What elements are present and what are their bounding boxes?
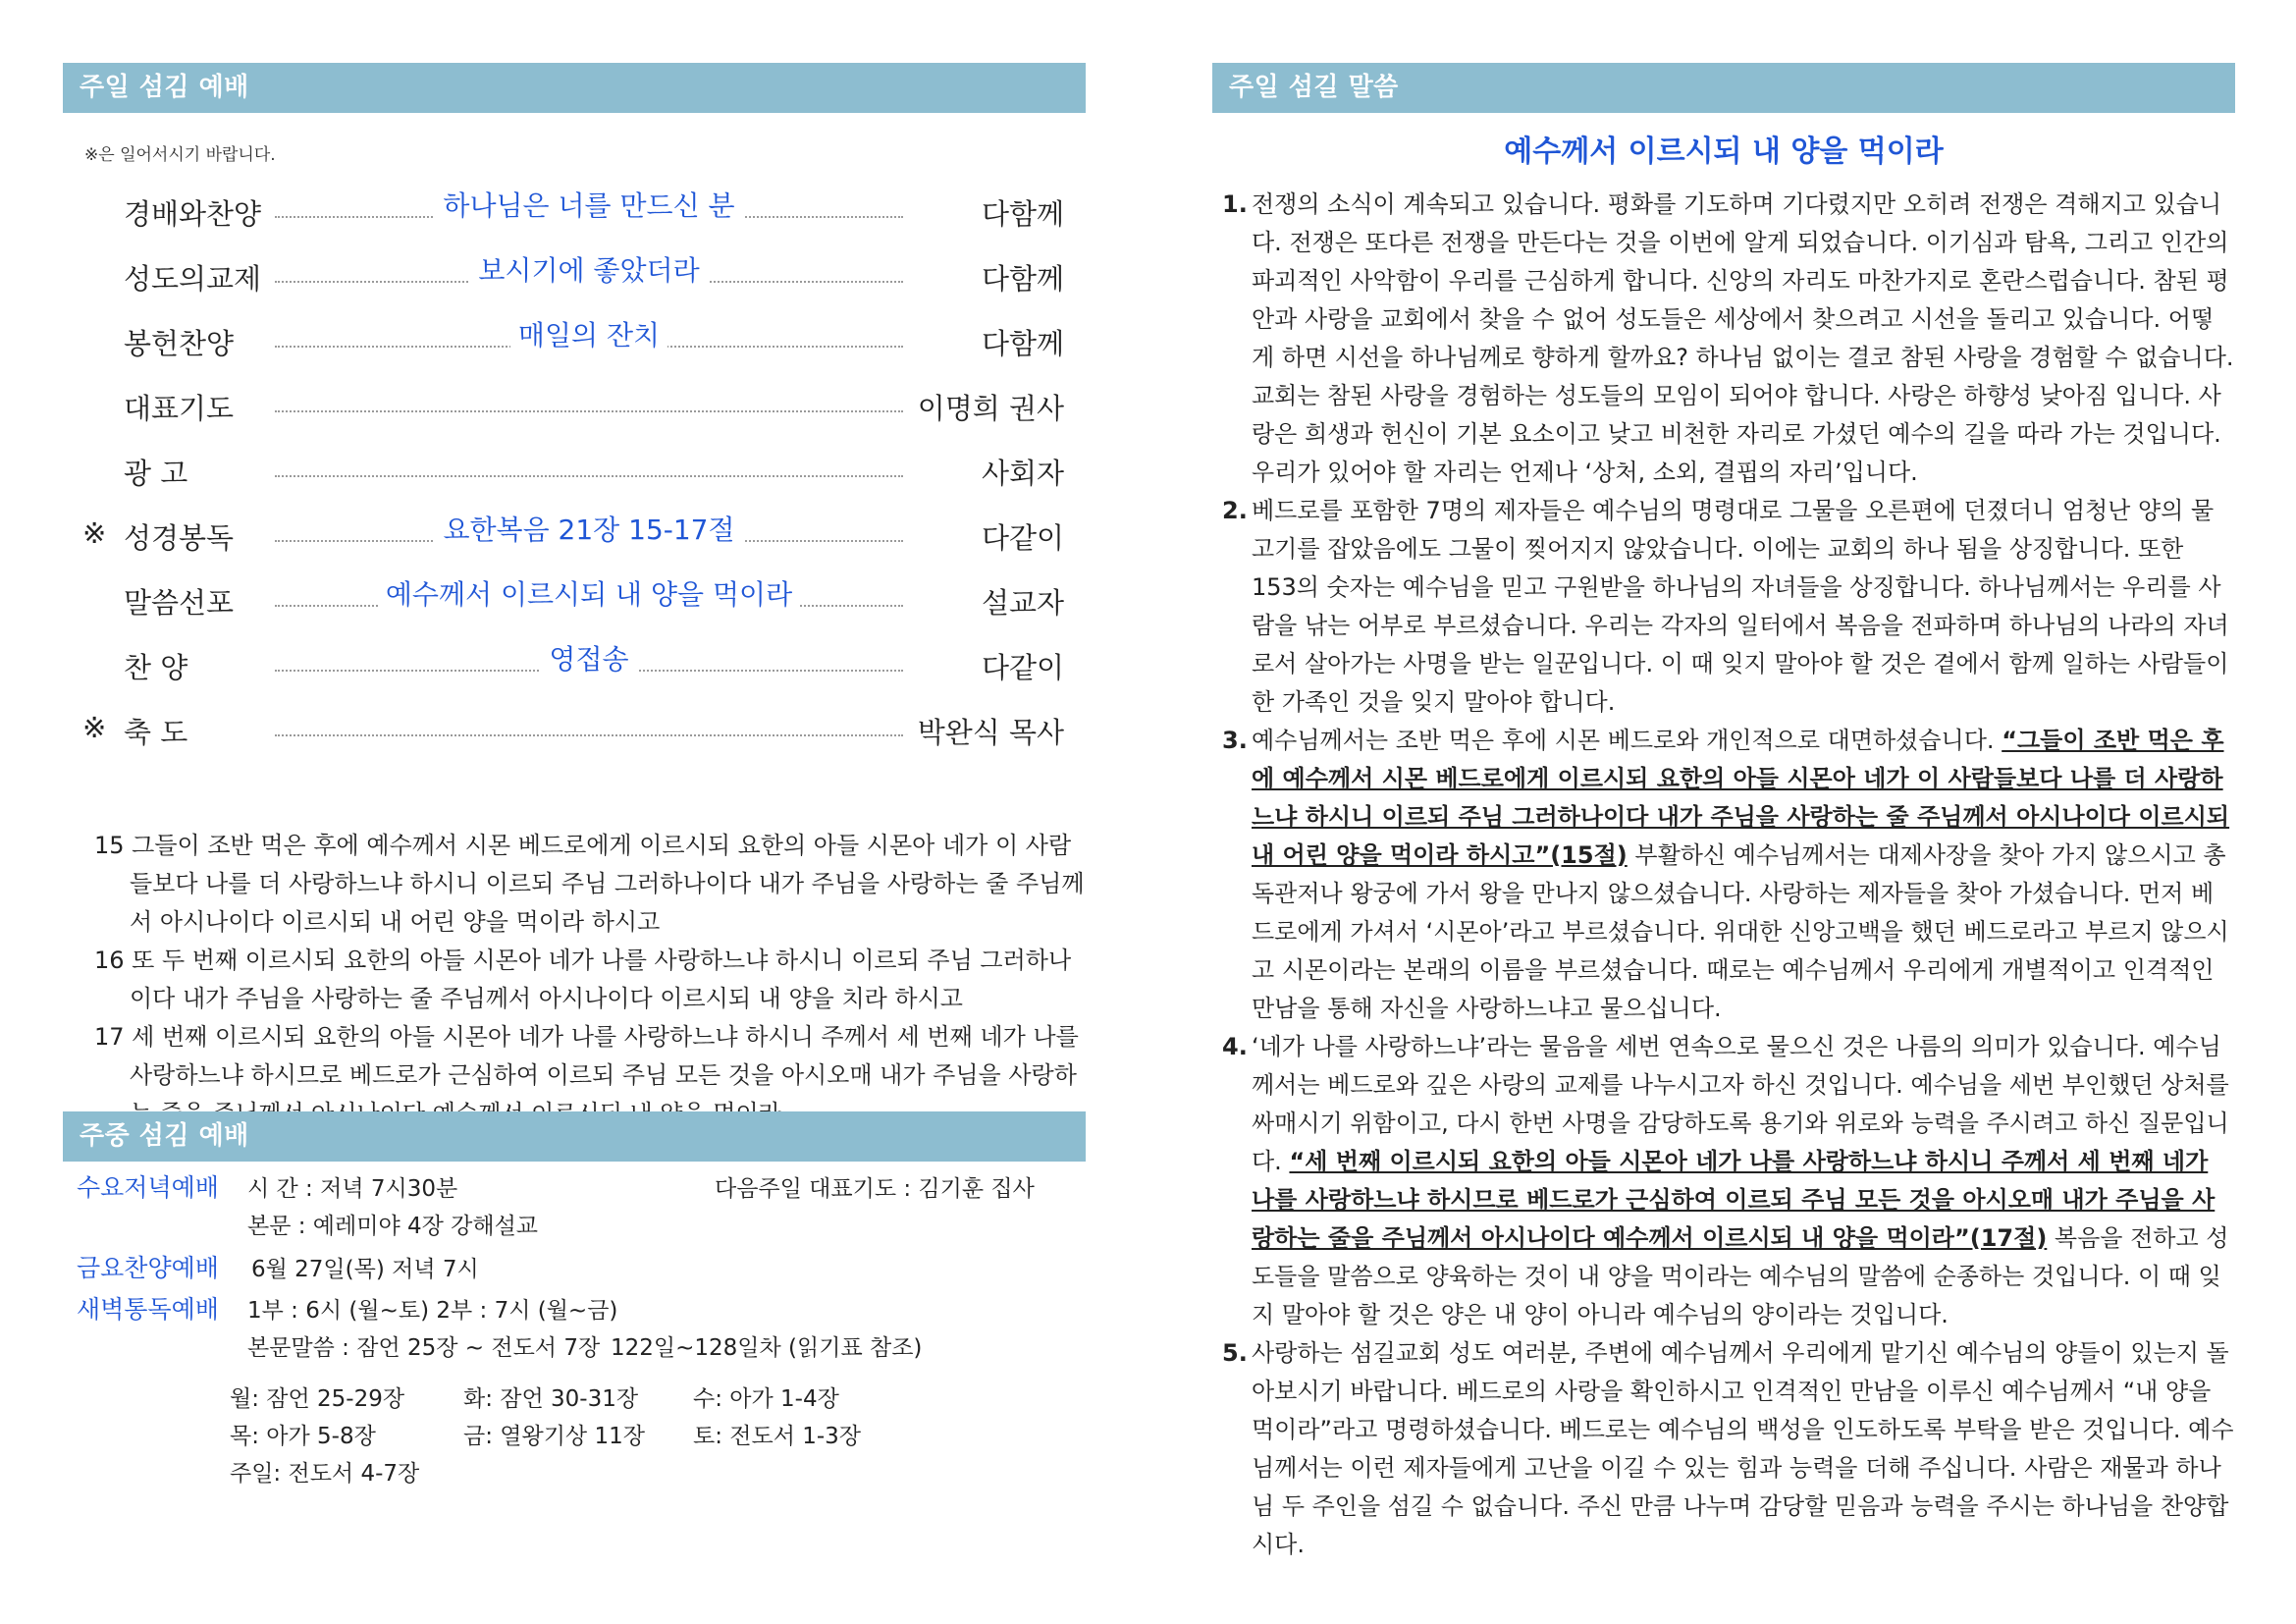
dotted-leader bbox=[275, 734, 903, 736]
order-item-name: 축 도 bbox=[124, 716, 188, 749]
sermon-point-4 bbox=[1212, 1028, 2235, 1334]
sermon-title: 예수께서 이르시되 내 양을 먹이라 bbox=[1504, 135, 1944, 169]
order-item-leader: 사회자 bbox=[981, 457, 1064, 490]
order-item-leader: 이명희 권사 bbox=[917, 392, 1064, 425]
order-item-leader: 박완식 목사 bbox=[917, 716, 1064, 749]
order-row bbox=[63, 701, 1086, 766]
wednesday-text: 본문 : 예레미야 4장 강해설교 bbox=[247, 1214, 539, 1239]
sunday-worship-header: 주일 섬김 예배 bbox=[63, 63, 1086, 113]
order-item-name: 광 고 bbox=[124, 457, 188, 490]
order-item-title: 예수께서 이르시되 내 양을 먹이라 bbox=[378, 578, 800, 611]
point-number: 2. bbox=[1222, 497, 1248, 524]
sermon-point-3 bbox=[1212, 722, 2235, 1028]
reading-thursday: 목: 아가 5-8장 bbox=[230, 1424, 376, 1449]
point-number: 1. bbox=[1222, 190, 1248, 218]
reading-sunday: 주일: 전도서 4-7장 bbox=[230, 1461, 420, 1487]
scripture-verses bbox=[63, 827, 1086, 1133]
quoted-verse: “그들이 조반 먹은 후에 예수께서 시몬 베드로에게 이르시되 요한의 아들 시몬아 네가 이 사람들보다 나를 더 사랑하느냐 하시니 이르되 주님 그러하나이다 내가 주님을 사랑하는 줄 주님께서 아시나이다 이르시되 내 어린 양을 먹이라 하시고”(15절) bbox=[1252, 727, 2230, 869]
reading-tuesday: 화: 잠언 30-31장 bbox=[463, 1386, 639, 1412]
point-text: 전쟁의 소식이 계속되고 있습니다. 평화를 기도하며 기다렸지만 오히려 전쟁은 격해지고 있습니다. 전쟁은 또다른 전쟁을 만든다는 것을 이번에 알게 되었습니다. 이기심과 탐욕, 그리고 인간의 파괴적인 사악함이 우리를 근심하게 합니다. 신앙의 자리도 마찬가지로 혼란스럽습니다. 참된 평안과 사랑을 교회에서 찾을 수 없어 성도들은 세상에서 찾으려고 시선을 돌리고 있습니다. 어떻게 하면 시선을 하나님께로 향하게 할까요? 하나님 없이는 결코 참된 사랑을 경험할 수 없습니다. 교회는 참된 사랑을 경험하는 성도들의 모임이 되어야 합니다. 사랑은 하향성 낮아짐 입니다. 사랑은 희생과 헌신이 기본 요소이고 낮고 비천한 자리로 가셨던 예수의 길을 따라 가는 것입니다. 우리가 있어야 할 자리는 언제나 ‘상처, 소외, 결핍의 자리’입니다. bbox=[1252, 190, 2234, 486]
order-item-title: 요한복음 21장 15-17절 bbox=[435, 514, 742, 546]
verse-16: 16 또 두 번째 이르시되 요한의 아들 시몬아 네가 나를 사랑하느냐 하시니 이르되 주님 그러하나이다 내가 주님을 사랑하는 줄 주님께서 아시나이다 이르시되 내 양을 치라 하시고 bbox=[94, 947, 1072, 1012]
order-item-name: 찬 양 bbox=[124, 651, 188, 684]
order-item-title: 영접송 bbox=[541, 643, 636, 676]
point-text: 예수님께서는 조반 먹은 후에 시몬 베드로와 개인적으로 대면하셨습니다. bbox=[1252, 727, 2002, 754]
dawn-service-label: 새벽통독예배 bbox=[77, 1295, 219, 1324]
order-item-leader: 다함께 bbox=[981, 262, 1064, 296]
worship-order-panel bbox=[63, 63, 1086, 1133]
order-row bbox=[63, 247, 1086, 312]
verse-15: 15 그들이 조반 먹은 후에 예수께서 시몬 베드로에게 이르시되 요한의 아들 시몬아 네가 이 사람들보다 나를 더 사랑하느냐 하시니 이르되 주님 그러하나이다 내가 주님을 사랑하는 줄 주님께서 아시나이다 이르시되 내 어린 양을 먹이라 하시고 bbox=[94, 832, 1085, 936]
sermon-point-2 bbox=[1212, 492, 2235, 722]
point-text: 복음을 전하고 성도들을 말씀으로 양육하는 것이 내 양을 먹이라는 예수님의 말씀에 순종하는 것입니다. 이 때 잊지 말아야 할 것은 양은 내 양이 아니라 예수님의 양이라는 것입니다. bbox=[1252, 1224, 2229, 1328]
dotted-leader bbox=[275, 410, 903, 412]
reading-friday: 금: 열왕기상 11장 bbox=[463, 1424, 645, 1449]
order-item-name: 성도의교제 bbox=[124, 262, 262, 296]
weekday-worship-section bbox=[63, 1111, 1086, 1162]
order-row bbox=[63, 312, 1086, 377]
order-item-title: 보시기에 좋았더라 bbox=[470, 254, 707, 287]
point-number: 5. bbox=[1222, 1339, 1248, 1367]
friday-time: 6월 27일(목) 저녁 7시 bbox=[251, 1257, 479, 1282]
friday-service-label: 금요찬양예배 bbox=[77, 1254, 219, 1282]
order-row bbox=[63, 442, 1086, 507]
wednesday-service-label: 수요저녁예배 bbox=[77, 1173, 219, 1202]
sermon-point-5 bbox=[1212, 1334, 2235, 1564]
order-row bbox=[63, 636, 1086, 701]
wednesday-time: 시 간 : 저녁 7시30분 bbox=[247, 1176, 458, 1202]
order-item-leader: 다같이 bbox=[981, 651, 1064, 684]
order-item-name: 봉헌찬양 bbox=[124, 327, 235, 360]
quoted-verse: “세 번째 이르시되 요한의 아들 시몬아 네가 나를 사랑하느냐 하시니 주께서 세 번째 네가 나를 사랑하느냐 하시므로 베드로가 근심하여 이르되 주님 모든 것을 아시오매 내가 주님을 사랑하는 줄을 주님께서 아시나이다 예수께서 이르시되 내 양을 먹이라”(17절) bbox=[1252, 1148, 2216, 1252]
point-text: 사랑하는 섬길교회 성도 여러분, 주변에 예수님께서 우리에게 맡기신 예수님의 양들이 있는지 돌아보시기 바랍니다. 베드로의 사랑을 확인하시고 인격적인 만남을 이루신 예수님께서 “내 양을 먹이라”라고 명령하셨습니다. 베드로는 예수님의 백성을 인도하도록 부탁을 받은 것입니다. 예수님께서는 이런 제자들에게 고난을 이길 수 있는 힘과 능력을 더해 주십니다. 사람은 재물과 하나님 두 주인을 섬길 수 없습니다. 주신 만큼 나누며 감당할 믿음과 능력을 주시는 하나님을 찬양합시다. bbox=[1252, 1339, 2234, 1558]
stand-mark: ※ bbox=[82, 516, 107, 550]
worship-order-list bbox=[63, 183, 1086, 766]
sermon-point-1 bbox=[1212, 186, 2235, 492]
reading-wednesday: 수: 아가 1-4장 bbox=[693, 1386, 839, 1412]
dotted-leader bbox=[275, 475, 903, 477]
order-item-leader: 다같이 bbox=[981, 521, 1064, 555]
order-row bbox=[63, 507, 1086, 571]
order-item-title: 하나님은 너를 만드신 분 bbox=[435, 189, 742, 222]
point-text: ‘네가 나를 사랑하느냐’라는 물음을 세번 연속으로 물으신 것은 나름의 의미가 있습니다. 예수님께서는 베드로와 깊은 사랑의 교제를 나누시고자 하신 것입니다. 예수님을 세번 부인했던 상처를 싸매시기 위함이고, 다시 한번 사명을 감당하도록 용기와 위로와 능력을 주시려고 하신 질문입니다. bbox=[1252, 1033, 2229, 1175]
standing-note: ※은 일어서시기 바랍니다. bbox=[84, 145, 276, 165]
reading-monday: 월: 잠언 25-29장 bbox=[230, 1386, 405, 1412]
point-number: 3. bbox=[1222, 727, 1248, 754]
sermon-header: 주일 섬길 말씀 bbox=[1212, 63, 2235, 113]
point-number: 4. bbox=[1222, 1033, 1248, 1060]
order-item-title: 매일의 잔치 bbox=[510, 319, 667, 352]
dawn-text: 본문말씀 : 잠언 25장 ~ 전도서 7장 bbox=[247, 1335, 601, 1361]
sermon-panel bbox=[1212, 63, 2235, 1564]
order-item-leader: 다함께 bbox=[981, 197, 1064, 231]
point-text: 부활하신 예수님께서는 대제사장을 찾아 가지 않으시고 총독관저나 왕궁에 가서 왕을 만나지 않으셨습니다. 사랑하는 제자들을 찾아 가셨습니다. 먼저 베드로에게 가셔서 ‘시몬아’라고 부르셨습니다. 위대한 신앙고백을 했던 베드로라고 부르지 않으시고 시몬이라는 본래의 이름을 부르셨습니다. 때로는 예수님께서 우리에게 개별적이고 인격적인 만남을 통해 자신을 사랑하느냐고 물으십니다. bbox=[1252, 841, 2229, 1022]
order-item-name: 경배와찬양 bbox=[124, 197, 262, 231]
order-row bbox=[63, 183, 1086, 247]
weekday-worship-header: 주중 섬김 예배 bbox=[63, 1111, 1086, 1162]
sermon-points bbox=[1212, 186, 2235, 1564]
dawn-time: 1부 : 6시 (월~토) 2부 : 7시 (월~금) bbox=[247, 1298, 618, 1324]
stand-mark: ※ bbox=[82, 711, 107, 744]
order-item-leader: 설교자 bbox=[981, 586, 1064, 620]
reading-saturday: 토: 전도서 1-3장 bbox=[693, 1424, 862, 1449]
order-row bbox=[63, 571, 1086, 636]
order-row bbox=[63, 377, 1086, 442]
order-item-name: 말씀선포 bbox=[124, 586, 235, 620]
point-text: 베드로를 포함한 7명의 제자들은 예수님의 명령대로 그물을 오른편에 던졌더니 엄청난 양의 물고기를 잡았음에도 그물이 찢어지지 않았습니다. 이에는 교회의 하나 됨을 상징합니다. 또한 153의 숫자는 예수님을 믿고 구원받을 하나님의 자녀들을 상징합니다. 하나님께서는 우리를 사람을 낚는 어부로 부르셨습니다. 우리는 각자의 일터에서 복음을 전파하며 하나님의 나라의 자녀로서 살아가는 사명을 받는 일꾼입니다. 이 때 잊지 말아야 할 것은 곁에서 함께 일하는 사람들이 한 가족인 것을 잊지 말아야 합니다. bbox=[1252, 497, 2229, 716]
order-item-name: 성경봉독 bbox=[124, 521, 235, 555]
next-prayer: 다음주일 대표기도 : 김기훈 집사 bbox=[715, 1176, 1035, 1202]
dawn-days: 122일~128일차 (읽기표 참조) bbox=[611, 1335, 923, 1361]
order-item-leader: 다함께 bbox=[981, 327, 1064, 360]
verse-17: 17 세 번째 이르시되 요한의 아들 시몬아 네가 나를 사랑하느냐 하시니 주께서 세 번째 네가 나를 사랑하느냐 하시므로 베드로가 근심하여 이르되 주님 모든 것을 아시오매 내가 주님을 사랑하 bbox=[94, 1023, 1079, 1089]
order-item-name: 대표기도 bbox=[124, 392, 235, 425]
